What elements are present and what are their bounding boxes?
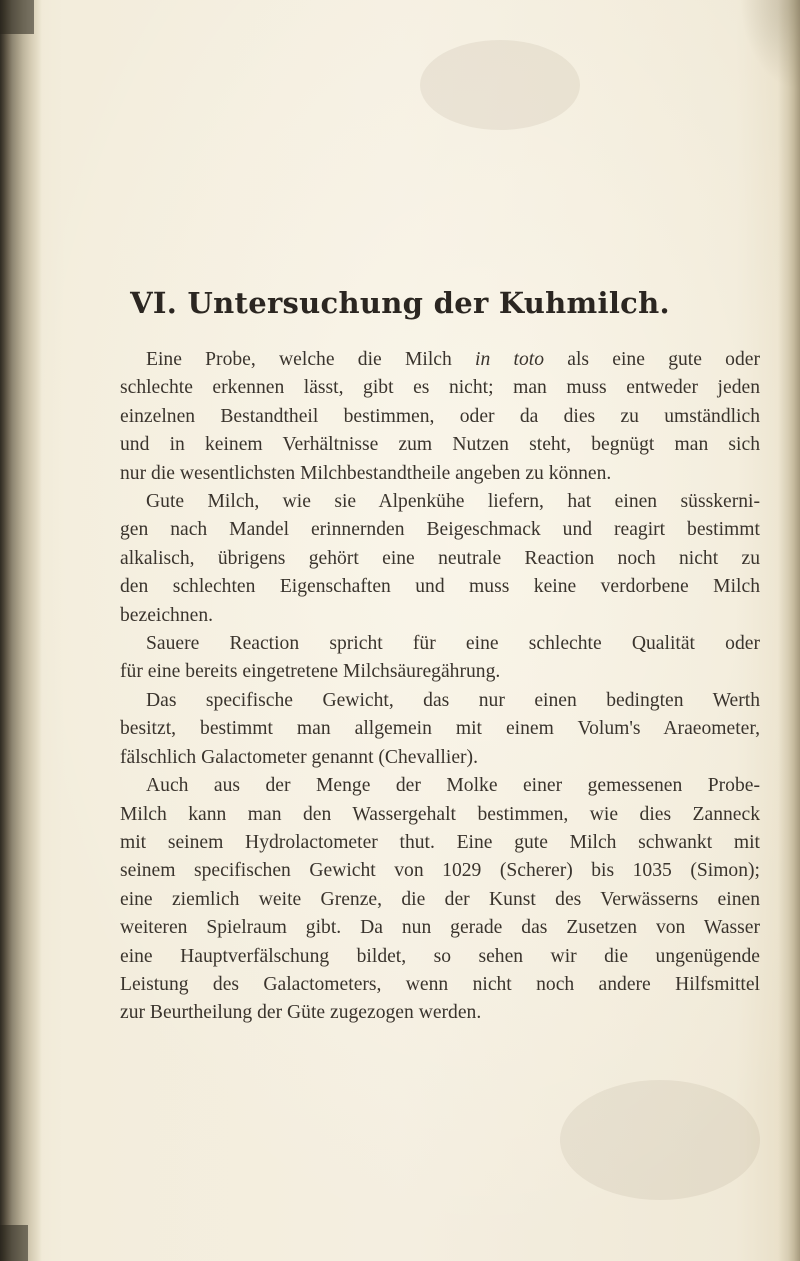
text-line: zur Beurtheilung der Güte zugezogen werden. — [120, 1002, 482, 1024]
binding-mark — [0, 0, 34, 34]
text-line: eine Hauptverfälschung bildet, so sehen wir die ungenügende — [120, 945, 760, 967]
text-line: Auch aus der Menge der Molke einer gemessenen Probe- — [146, 775, 760, 797]
page-corner-shadow — [740, 0, 800, 90]
book-binding-edge — [0, 0, 42, 1261]
text-line: nur die wesentlichsten Milchbestandtheile angeben zu können. — [120, 462, 612, 484]
text-line: Leistung des Galactometers, wenn nicht noch andere Hilfsmittel — [120, 973, 760, 995]
paper-stain — [420, 40, 580, 130]
binding-mark — [0, 1225, 28, 1261]
text-line: für eine bereits eingetretene Milchsäuregährung. — [120, 661, 501, 683]
paragraph — [120, 346, 760, 488]
text-line: Sauere Reaction spricht für eine schlechte Qualität oder — [146, 633, 760, 655]
text-line: gen nach Mandel erinnernden Beigeschmack und reagirt bestimmt — [120, 519, 760, 541]
text-line: schlechte erkennen lässt, gibt es nicht; man muss entweder jeden — [120, 377, 760, 399]
chapter-header — [0, 286, 800, 320]
paragraph — [120, 772, 760, 1028]
body-text — [120, 346, 760, 1028]
chapter-title: VI. Untersuchung der Kuhmilch. — [130, 286, 670, 320]
text-line: besitzt, bestimmt man allgemein mit einem Volum's Araeometer, — [120, 718, 760, 740]
page-right-edge — [778, 0, 800, 1261]
paragraph — [120, 630, 760, 687]
text-line: seinem specifischen Gewicht von 1029 (Scherer) bis 1035 (Simon); — [120, 860, 760, 882]
text-line: Milch kann man den Wassergehalt bestimmen, wie dies Zanneck — [120, 803, 760, 825]
italic-phrase: in toto — [475, 349, 545, 370]
text-line: eine ziemlich weite Grenze, die der Kunst des Verwässerns einen — [120, 888, 760, 910]
text-line: alkalisch, übrigens gehört eine neutrale Reaction noch nicht zu — [120, 547, 760, 569]
text-line: den schlechten Eigenschaften und muss keine verdorbene Milch — [120, 576, 760, 598]
text-line: mit seinem Hydrolactometer thut. Eine gute Milch schwankt mit — [120, 831, 760, 853]
paragraph — [120, 488, 760, 630]
text-line: fälschlich Galactometer genannt (Chevallier). — [120, 746, 478, 768]
text-line: weiteren Spielraum gibt. Da nun gerade das Zusetzen von Wasser — [120, 917, 760, 939]
text-line: Das specifische Gewicht, das nur einen bedingten Werth — [146, 689, 760, 711]
paper-stain — [560, 1080, 760, 1200]
text-line: Eine Probe, welche die Milch in toto als eine gute oder — [146, 349, 760, 370]
text-line: Gute Milch, wie sie Alpenkühe liefern, hat einen süsskerni- — [146, 491, 760, 513]
text-line: einzelnen Bestandtheil bestimmen, oder da dies zu umständlich — [120, 405, 760, 427]
text-line: und in keinem Verhältnisse zum Nutzen steht, begnügt man sich — [120, 434, 760, 456]
paragraph — [120, 687, 760, 772]
text-line: bezeichnen. — [120, 604, 214, 626]
